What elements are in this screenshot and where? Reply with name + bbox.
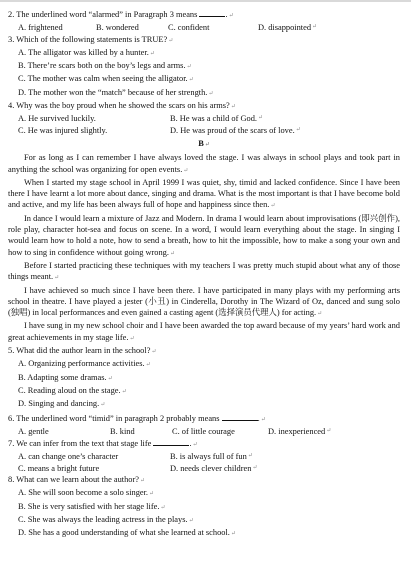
option: C. of little courage [172, 426, 235, 436]
return-mark-icon: ↵ [129, 335, 135, 342]
option-text: D. The mother won the “match” because of her strength. [18, 87, 208, 97]
return-mark-icon: ↵ [188, 77, 194, 84]
return-mark-icon: ↵ [230, 104, 236, 111]
option: C. He was injured slightly. [18, 125, 108, 135]
option: B. kind [110, 426, 135, 436]
return-mark-icon: ↵ [312, 24, 318, 31]
return-mark-icon: ↵ [204, 141, 210, 148]
question-4 [8, 100, 400, 113]
answer-blank [222, 412, 258, 421]
passage-paragraph-4 [8, 260, 400, 285]
return-mark-icon: ↵ [107, 375, 113, 382]
option [8, 501, 400, 514]
passage-paragraph-3 [8, 213, 400, 260]
passage-paragraph-1 [8, 152, 400, 177]
answer-blank [153, 437, 189, 446]
option [8, 385, 400, 398]
return-mark-icon: ↵ [260, 416, 266, 423]
return-mark-icon: ↵ [121, 388, 127, 395]
return-mark-icon: ↵ [168, 37, 174, 44]
return-mark-icon: ↵ [149, 50, 155, 57]
return-mark-icon: ↵ [149, 491, 155, 498]
question-7-stem: 7. We can infer from the text that stage life [8, 439, 152, 449]
option: B. is always full of fun [170, 452, 247, 462]
paragraph-text: I have achieved so much since I have been there. I have participated in many plays with my performing arts school in theatre. I have played a jester (小丑) in Cinderella, Dorothy in The Wizard of Oz, danced and sung solo (独唱) in local performances and even gained a casting agent (选择演员代理人) for acting. [8, 285, 400, 318]
option-text: D. Singing and dancing. [18, 399, 100, 409]
question-3 [8, 34, 400, 47]
question-4-options-row [8, 113, 400, 124]
option [8, 358, 400, 371]
option [8, 514, 400, 527]
option: C. means a bright future [18, 463, 100, 473]
option: B. He was a child of God. [170, 114, 257, 124]
option: D. He was proud of the scars of love. [170, 125, 295, 135]
return-mark-icon: ↵ [145, 362, 151, 369]
option: D. needs clever children [170, 463, 252, 473]
option-text: B. She is very satisfied with her stage life. [18, 501, 160, 511]
return-mark-icon: ↵ [247, 453, 253, 460]
option: C. confident [168, 23, 210, 33]
option: A. can change one’s character [18, 452, 119, 462]
paragraph-text: Before I started practicing these techniques with my teachers I was pretty much stupid about what any of those things meant. [8, 260, 400, 282]
option: A. frightened [18, 23, 63, 33]
return-mark-icon: ↵ [258, 115, 264, 122]
section-title [8, 138, 400, 151]
question-7-options-row [8, 463, 400, 474]
option [8, 372, 400, 385]
return-mark-icon: ↵ [151, 349, 157, 356]
answer-blank [199, 8, 225, 17]
paragraph-text: When I started my stage school in April 1999 I was quiet, shy, timid and lacked confidence. Since I have been there I have learnt a lot more about dance, singing and drama. What is the most important is that I have become bold and active, and my life has been always full of hope and happiness since then. [8, 177, 400, 210]
question-3-stem: 3. Which of the following statements is TRUE? [8, 34, 168, 44]
option-text: B. Adapting some dramas. [18, 372, 107, 382]
question-5-stem: 5. What did the author learn in the school? [8, 346, 151, 356]
option-text: A. Organizing performance activities. [18, 359, 145, 369]
question-8-stem: 8. What can we learn about the author? [8, 474, 139, 484]
option-text: C. The mother was calm when seeing the alligator. [18, 74, 188, 84]
return-mark-icon: ↵ [317, 311, 323, 318]
page-top-border [0, 0, 411, 2]
question-2-options [8, 22, 400, 33]
return-mark-icon: ↵ [160, 504, 166, 511]
option: B. wondered [96, 23, 139, 33]
section-title-text: B [198, 138, 204, 148]
option-text: C. She was always the leading actress in the plays. [18, 514, 188, 524]
option [8, 73, 400, 86]
return-mark-icon: ↵ [100, 402, 106, 409]
question-2-stem: 2. The underlined word “alarmed” in Paragraph 3 means [8, 10, 198, 19]
question-4-stem: 4. Why was the boy proud when he showed the scars on his arms? [8, 101, 230, 111]
question-4-options-row [8, 125, 400, 136]
return-mark-icon: ↵ [186, 64, 192, 71]
return-mark-icon: ↵ [230, 531, 236, 538]
return-mark-icon: ↵ [188, 517, 194, 524]
option-text: B. There’re scars both on the boy’s legs and arms. [18, 61, 186, 71]
return-mark-icon: ↵ [252, 464, 258, 471]
paragraph-text: In dance I would learn a mixture of Jazz and Modern. In drama I would learn about improvisations (即兴创作), role play, character hot-sea and focus on scene. In a word, I would learn everything about the stage. In singing I would learn how to hold a note, how to send a breath, how to hit the impossible, how to make a song your own and how to sing in confidence without going wrong. [8, 213, 400, 257]
question-8 [8, 474, 400, 487]
option-text: A. She will soon become a solo singer. [18, 488, 149, 498]
question-7: 7. We can infer from the text that stage life .↵ [8, 439, 198, 449]
return-mark-icon: ↵ [270, 203, 276, 210]
question-2: 2. The underlined word “alarmed” in Paragraph 3 means .↵ [8, 10, 234, 19]
return-mark-icon: ↵ [228, 13, 234, 19]
paragraph-text: I have sung in my new school choir and I have been awarded the top award because of my years’ hard work and great achievements in my stage life. [8, 321, 400, 342]
option-text: C. Reading aloud on the stage. [18, 385, 121, 395]
question-6-options [8, 426, 400, 437]
question-6-stem: 6. The underlined word “timid” in paragraph 2 probably means [8, 413, 220, 423]
return-mark-icon: ↵ [140, 477, 146, 484]
option [8, 60, 400, 73]
option [8, 87, 400, 100]
option: A. He survived luckily. [18, 114, 96, 124]
return-mark-icon: ↵ [54, 275, 60, 282]
passage-paragraph-5 [8, 285, 400, 321]
question-7-options-row [8, 451, 400, 462]
return-mark-icon: ↵ [208, 90, 214, 97]
return-mark-icon: ↵ [169, 250, 175, 257]
question-6: 6. The underlined word “timid” in paragraph 2 probably means .↵ [8, 413, 266, 423]
return-mark-icon: ↵ [183, 167, 189, 174]
option: D. inexperienced [268, 426, 326, 436]
option-text: A. The alligator was killed by a hunter. [18, 47, 149, 57]
option [8, 487, 400, 500]
return-mark-icon: ↵ [326, 427, 332, 434]
exam-page [8, 8, 400, 540]
option [8, 527, 400, 540]
passage-paragraph-6 [8, 320, 400, 345]
option [8, 398, 400, 411]
paragraph-text: For as long as I can remember I have always loved the stage. I was always in school plays and took part in anything the school was organizing for open events. [8, 153, 400, 174]
option [8, 47, 400, 60]
passage-paragraph-2 [8, 177, 400, 213]
option-text: D. She has a good understanding of what she learned at school. [18, 528, 230, 538]
return-mark-icon: ↵ [192, 442, 198, 449]
question-5 [8, 345, 400, 358]
return-mark-icon: ↵ [295, 126, 301, 133]
option: A. gentle [18, 426, 49, 436]
option: D. disappointed [258, 23, 312, 33]
